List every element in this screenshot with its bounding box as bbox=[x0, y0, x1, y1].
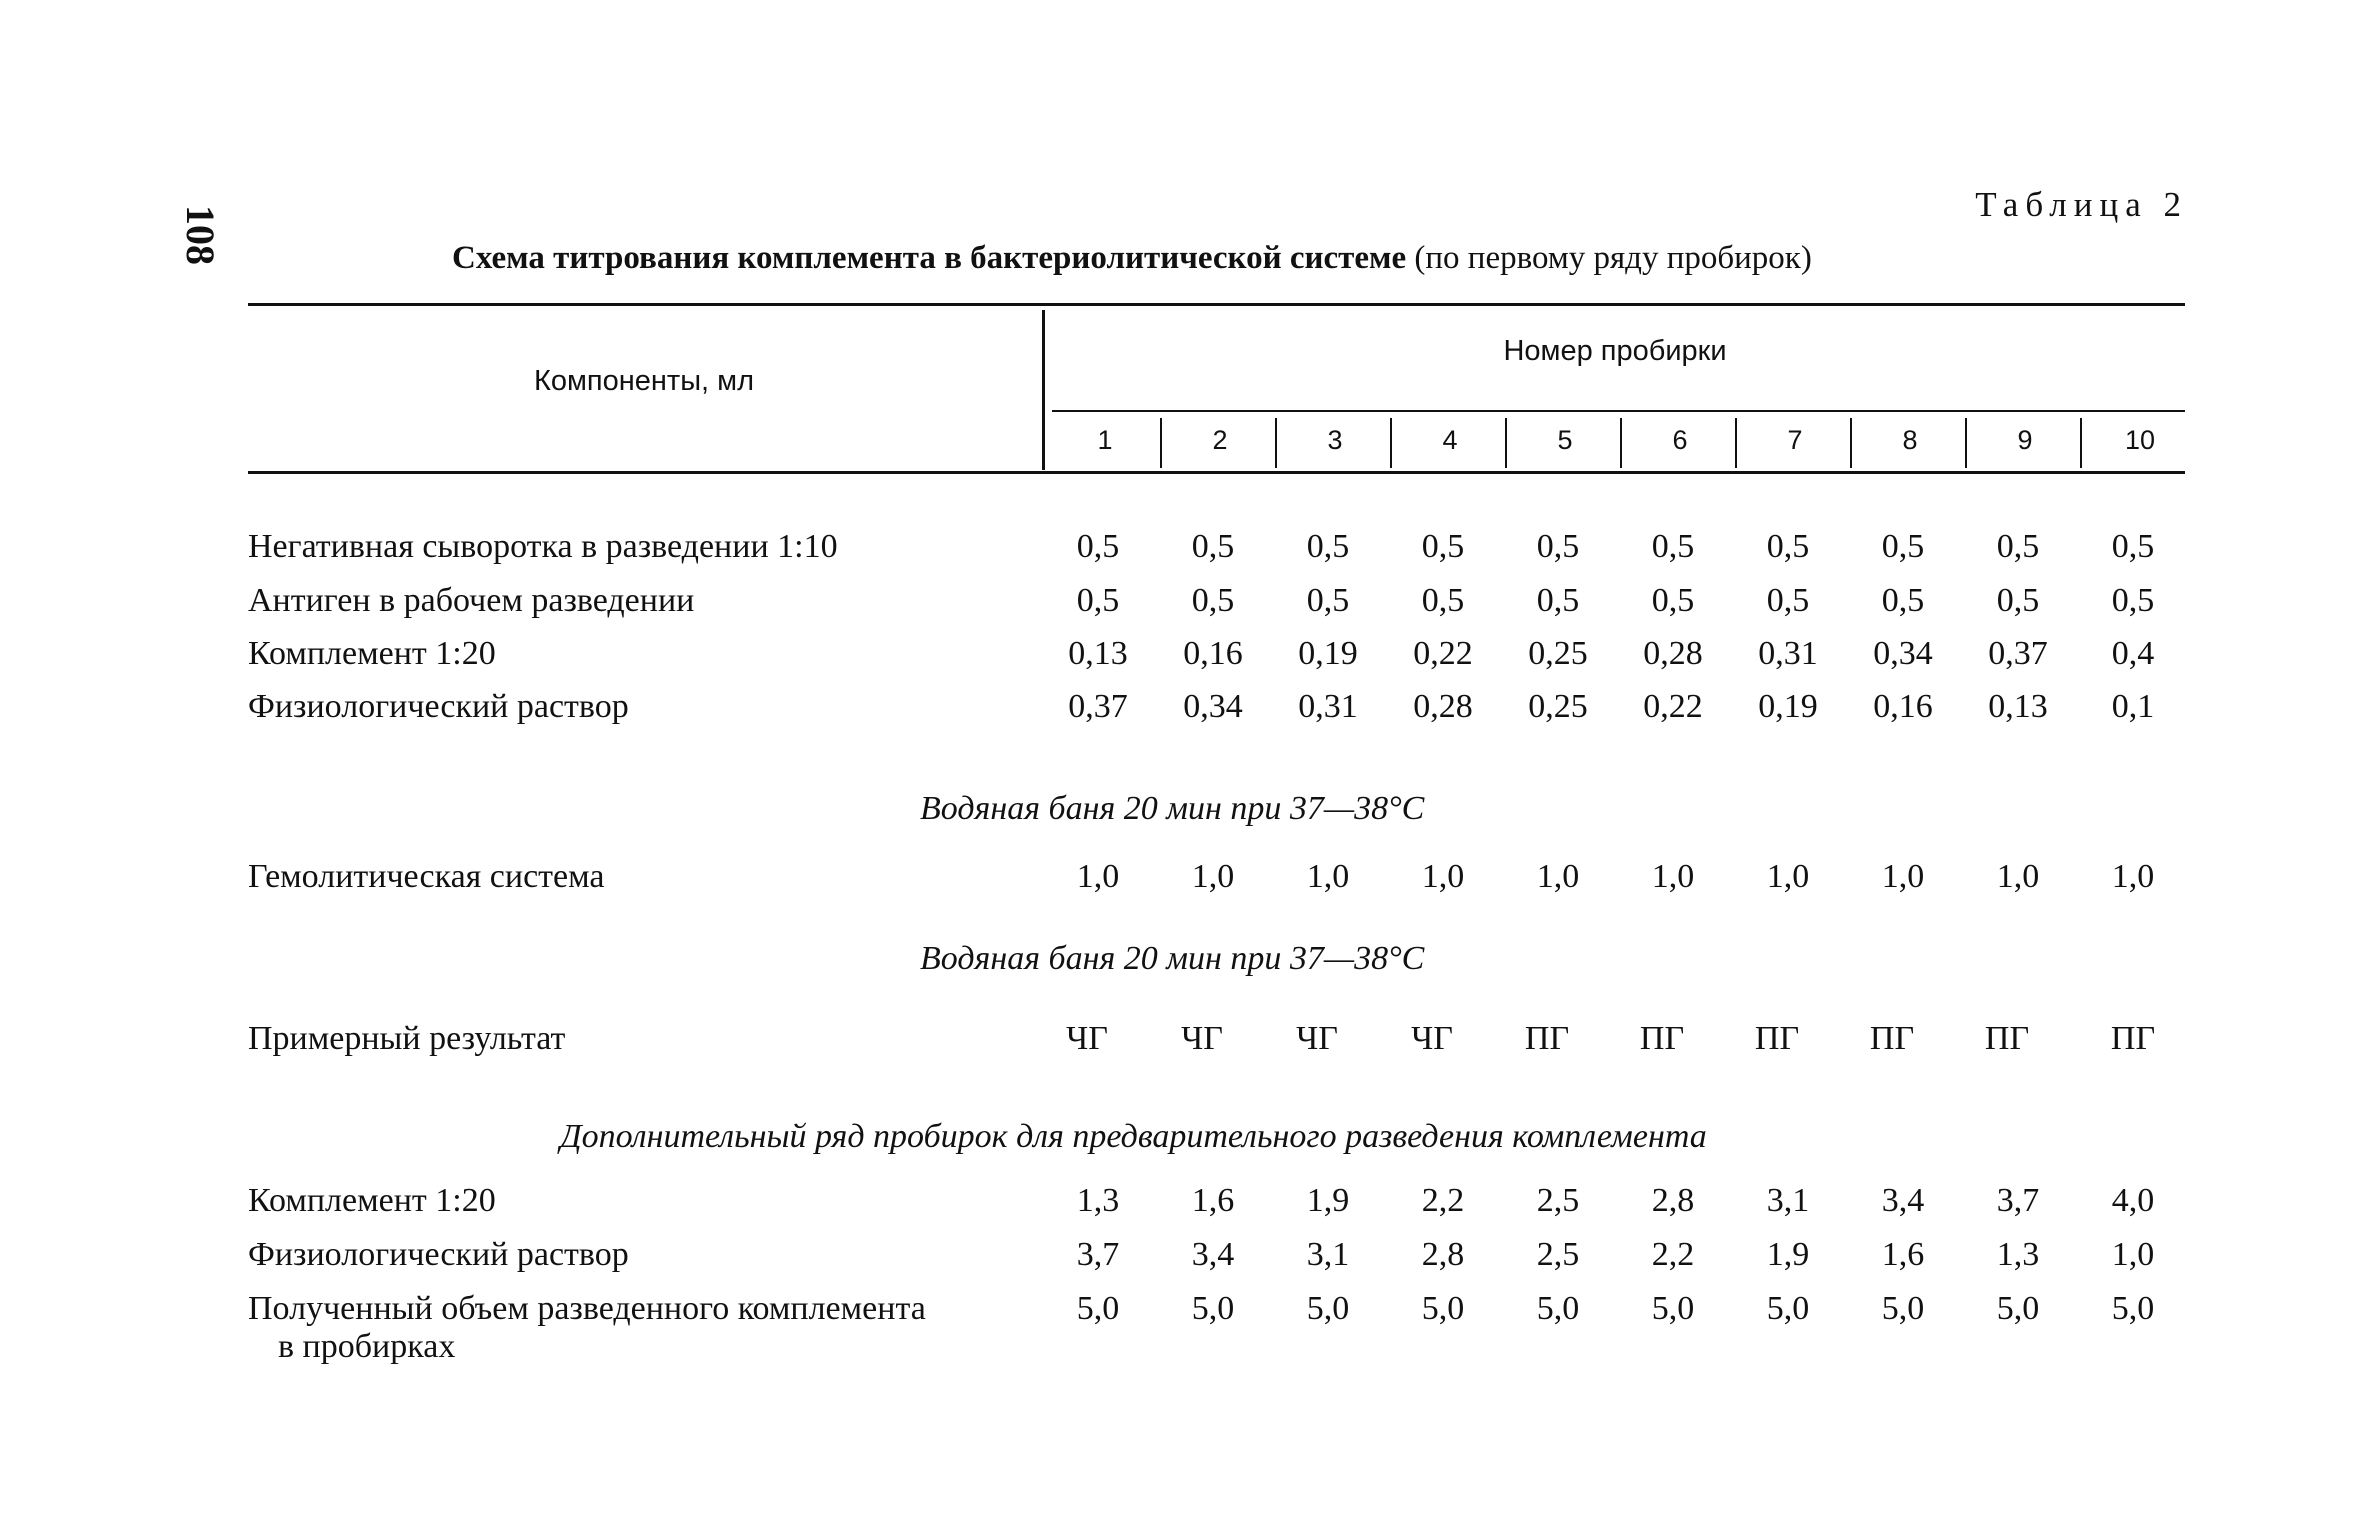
cell-value: ЧГ bbox=[1296, 1020, 1338, 1057]
row-label-line2: в пробирках bbox=[278, 1328, 456, 1365]
row-label: Физиологический раствор bbox=[248, 688, 629, 725]
row-label: Комплемент 1:20 bbox=[248, 1182, 496, 1219]
cell-value: 1,0 bbox=[1191, 858, 1235, 895]
cell-value: 1,9 bbox=[1766, 1236, 1810, 1273]
cell-value: 0,5 bbox=[1651, 528, 1695, 565]
cell-value: 5,0 bbox=[1536, 1290, 1580, 1327]
cell-value: 5,0 bbox=[1996, 1290, 2040, 1327]
cell-value: 0,5 bbox=[1421, 582, 1465, 619]
cell-value: ЧГ bbox=[1411, 1020, 1453, 1057]
row-label bbox=[248, 1290, 926, 1366]
cell-value: 2,5 bbox=[1536, 1182, 1580, 1219]
cell-value: 5,0 bbox=[1191, 1290, 1235, 1327]
cell-value: 5,0 bbox=[1766, 1290, 1810, 1327]
cell-value: 1,3 bbox=[1076, 1182, 1120, 1219]
cell-value: ПГ bbox=[1869, 1020, 1915, 1057]
cell-value: 0,19 bbox=[1298, 635, 1358, 672]
column-number: 10 bbox=[2124, 425, 2156, 455]
cell-value: 0,5 bbox=[1421, 528, 1465, 565]
cell-value: 3,7 bbox=[1076, 1236, 1120, 1273]
cell-value: 0,28 bbox=[1413, 688, 1473, 725]
cell-value: 0,19 bbox=[1758, 688, 1818, 725]
table-row bbox=[0, 1020, 2363, 1070]
cell-value: 2,5 bbox=[1536, 1236, 1580, 1273]
cell-value: ПГ bbox=[1754, 1020, 1800, 1057]
caption-bold: Схема титрования комплемента в бактериолитической системе bbox=[452, 240, 1407, 276]
cell-value: 0,16 bbox=[1873, 688, 1933, 725]
cell-value: 0,13 bbox=[1988, 688, 2048, 725]
column-number: 6 bbox=[1672, 425, 1688, 455]
cell-value: 3,7 bbox=[1996, 1182, 2040, 1219]
cell-value: 1,0 bbox=[1651, 858, 1695, 895]
caption-normal: (по первому ряду пробирок) bbox=[1406, 240, 1812, 276]
cell-value: 0,5 bbox=[1766, 582, 1810, 619]
cell-value: 0,25 bbox=[1528, 635, 1588, 672]
cell-value: 1,0 bbox=[2111, 1236, 2155, 1273]
cell-value: 0,25 bbox=[1528, 688, 1588, 725]
header-bottom-rule bbox=[248, 471, 2185, 474]
table-row bbox=[0, 1182, 2363, 1232]
cell-value: 0,16 bbox=[1183, 635, 1243, 672]
cell-value: 1,0 bbox=[1766, 858, 1810, 895]
row-label-line1: Полученный объем разведенного комплемента bbox=[248, 1290, 926, 1327]
cell-value: 0,5 bbox=[1076, 582, 1120, 619]
cell-value: 2,2 bbox=[1651, 1236, 1695, 1273]
cell-value: 1,0 bbox=[1996, 858, 2040, 895]
cell-value: 0,5 bbox=[1191, 528, 1235, 565]
cell-value: 5,0 bbox=[1651, 1290, 1695, 1327]
cell-value: 5,0 bbox=[1881, 1290, 1925, 1327]
cell-value: 1,0 bbox=[1881, 858, 1925, 895]
cell-value: 5,0 bbox=[1306, 1290, 1350, 1327]
table-row bbox=[0, 1290, 2363, 1380]
table-row bbox=[0, 528, 2363, 578]
cell-value: 0,34 bbox=[1873, 635, 1933, 672]
column-number: 7 bbox=[1787, 425, 1803, 455]
cell-value: ЧГ bbox=[1181, 1020, 1223, 1057]
row-label: Примерный результат bbox=[248, 1020, 566, 1057]
cell-value: 1,0 bbox=[1076, 858, 1120, 895]
cell-value: 3,1 bbox=[1306, 1236, 1350, 1273]
cell-value: 1,3 bbox=[1996, 1236, 2040, 1273]
cell-value: 3,1 bbox=[1766, 1182, 1810, 1219]
cell-value: 0,13 bbox=[1068, 635, 1128, 672]
table-row bbox=[0, 635, 2363, 685]
column-number: 9 bbox=[2017, 425, 2033, 455]
cell-value: 0,5 bbox=[1536, 582, 1580, 619]
cell-value: 0,28 bbox=[1643, 635, 1703, 672]
water-bath-note: Водяная баня 20 мин при 37—38°С bbox=[920, 790, 1425, 827]
table-caption bbox=[452, 240, 1812, 277]
header-divider bbox=[1042, 310, 1045, 470]
cell-value: ПГ bbox=[1524, 1020, 1570, 1057]
cell-value: 0,22 bbox=[1413, 635, 1473, 672]
additional-series-heading: Дополнительный ряд пробирок для предварительного разведения комплемента bbox=[560, 1118, 1707, 1155]
top-rule bbox=[248, 303, 2185, 306]
cell-value: 0,5 bbox=[1191, 582, 1235, 619]
cell-value: 0,4 bbox=[2111, 635, 2155, 672]
cell-value: 0,5 bbox=[1996, 582, 2040, 619]
cell-value: 3,4 bbox=[1191, 1236, 1235, 1273]
cell-value: 5,0 bbox=[2111, 1290, 2155, 1327]
cell-value: 3,4 bbox=[1881, 1182, 1925, 1219]
cell-value: ЧГ bbox=[1066, 1020, 1108, 1057]
cell-value: 0,31 bbox=[1758, 635, 1818, 672]
column-number: 8 bbox=[1902, 425, 1918, 455]
cell-value: 0,34 bbox=[1183, 688, 1243, 725]
cell-value: 4,0 bbox=[2111, 1182, 2155, 1219]
cell-value: 0,5 bbox=[1076, 528, 1120, 565]
row-label: Физиологический раствор bbox=[248, 1236, 629, 1273]
cell-value: 0,5 bbox=[1766, 528, 1810, 565]
cell-value: 5,0 bbox=[1421, 1290, 1465, 1327]
table-row bbox=[0, 582, 2363, 632]
cell-value: 5,0 bbox=[1076, 1290, 1120, 1327]
row-label: Гемолитическая система bbox=[248, 858, 605, 895]
cell-value: 1,0 bbox=[1306, 858, 1350, 895]
cell-value: 0,5 bbox=[1306, 528, 1350, 565]
table-row bbox=[0, 858, 2363, 908]
table-row bbox=[0, 688, 2363, 738]
row-label: Комплемент 1:20 bbox=[248, 635, 496, 672]
cell-value: 0,5 bbox=[1996, 528, 2040, 565]
cell-value: 1,0 bbox=[1421, 858, 1465, 895]
page-number: 108 bbox=[178, 205, 223, 265]
header-mid-rule bbox=[1052, 410, 2185, 412]
cell-value: ПГ bbox=[1984, 1020, 2030, 1057]
cell-value: 0,31 bbox=[1298, 688, 1358, 725]
cell-value: 0,5 bbox=[2111, 582, 2155, 619]
header-components: Компоненты, мл bbox=[533, 365, 755, 397]
cell-value: 0,5 bbox=[1881, 528, 1925, 565]
cell-value: 0,22 bbox=[1643, 688, 1703, 725]
cell-value: 0,37 bbox=[1068, 688, 1128, 725]
cell-value: 0,37 bbox=[1988, 635, 2048, 672]
cell-value: 0,5 bbox=[1536, 528, 1580, 565]
cell-value: 1,0 bbox=[2111, 858, 2155, 895]
cell-value: 2,8 bbox=[1421, 1236, 1465, 1273]
column-number: 3 bbox=[1327, 425, 1343, 455]
cell-value: 1,6 bbox=[1881, 1236, 1925, 1273]
row-label: Негативная сыворотка в разведении 1:10 bbox=[248, 528, 838, 565]
cell-value: 0,5 bbox=[2111, 528, 2155, 565]
water-bath-note: Водяная баня 20 мин при 37—38°С bbox=[920, 940, 1425, 977]
column-number: 1 bbox=[1097, 425, 1113, 455]
cell-value: 0,5 bbox=[1651, 582, 1695, 619]
column-number: 4 bbox=[1442, 425, 1458, 455]
header-tube-number: Номер пробирки bbox=[1503, 335, 1727, 367]
cell-value: 1,6 bbox=[1191, 1182, 1235, 1219]
table-row bbox=[0, 1236, 2363, 1286]
row-label: Антиген в рабочем разведении bbox=[248, 582, 695, 619]
cell-value: 0,5 bbox=[1306, 582, 1350, 619]
table-label: Таблица 2 bbox=[1975, 185, 2188, 224]
cell-value: 1,0 bbox=[1536, 858, 1580, 895]
cell-value: 2,8 bbox=[1651, 1182, 1695, 1219]
cell-value: 1,9 bbox=[1306, 1182, 1350, 1219]
cell-value: 0,1 bbox=[2111, 688, 2155, 725]
cell-value: 2,2 bbox=[1421, 1182, 1465, 1219]
column-number: 2 bbox=[1212, 425, 1228, 455]
column-number: 5 bbox=[1557, 425, 1573, 455]
cell-value: 0,5 bbox=[1881, 582, 1925, 619]
cell-value: ПГ bbox=[2110, 1020, 2156, 1057]
cell-value: ПГ bbox=[1639, 1020, 1685, 1057]
